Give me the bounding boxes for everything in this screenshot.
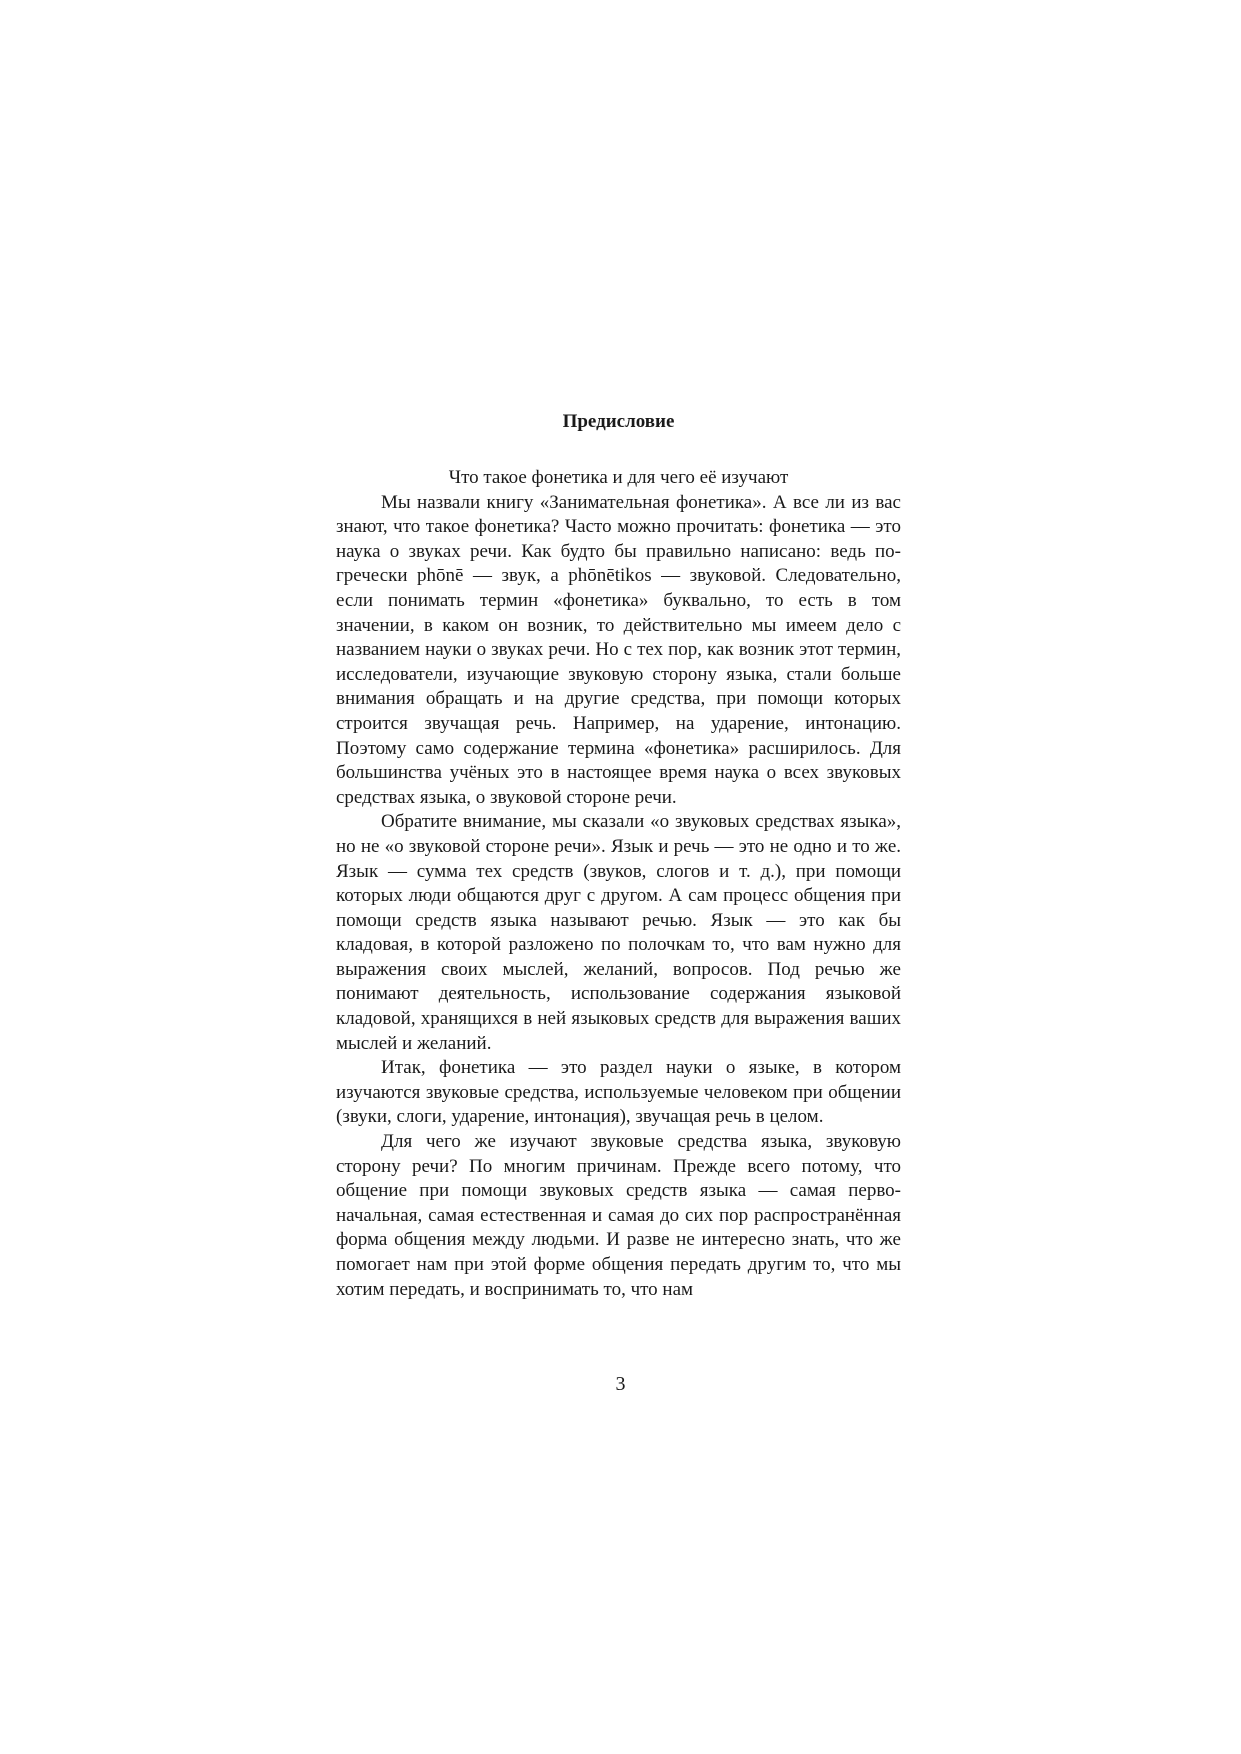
page-number: 3: [615, 1373, 626, 1395]
paragraph-3: Итак, фонетика — это раздел науки о языке, в котором изучаются звуковые средства, используемые человеком при общении (звуки, слоги, ударение, интонация), звучащая речь в целом.: [336, 1057, 901, 1128]
paragraph-4: Для чего же изучают звуковые средства языка, звуковую сторону речи? По многим причинам. Прежде всего потому, что общение при помощи звуковых средств языка — самая первоначальная, самая естественная и самая до сих пор распространённая форма общения между людьми. И разве не интересно знать, что же помогает нам при этой форме общения передать другим то, что мы хотим передать, и воспринимать то, что нам: [336, 1131, 901, 1300]
text-block: [336, 410, 901, 1302]
paragraph-2: Обратите внимание, мы сказали «о звуковых средствах языка», но не «о звуковой стороне речи». Язык и речь — это не одно и то же. Язык — сумма тех средств (звуков, слогов и т. д.), при помощи которых люди общаются друг с другом. А сам процесс общения при помощи средств языка называют речью. Язык — это как бы кладовая, в которой разложено по полочкам то, что вам нужно для выражения своих мыслей, желаний, вопросов. Под речью же понимают деятельность, использование содержания языковой кладовой, хранящихся в ней языковых средств для выражения ваших мыслей и желаний.: [336, 811, 901, 1054]
paragraph-1: Мы назвали книгу «Занимательная фонетика». А все ли из вас знают, что такое фонетика? Часто можно прочитать: фонетика — это наука о звуках речи. Как будто бы правильно написано: ведь по-гречески phōnē — звук, а phōnētikos — звуковой. Следовательно, если понимать термин «фонетика» буквально, то есть в том значении, в каком он возник, то действительно мы имеем дело с названием науки о звуках речи. Но с тех пор, как возник этот термин, исследователи, изучающие звуковую сторону языка, стали больше внимания обращать и на другие средства, при помощи которых строится звучащая речь. Например, на ударение, интонацию. Поэтому само содержание термина «фонетика» расширилось. Для большинства учёных это в настоящее время наука о всех звуковых средствах языка, о звуковой стороне речи.: [336, 491, 901, 808]
section-subheading: Что такое фонетика и для чего её изучают: [448, 467, 789, 488]
chapter-heading: Предисловие: [562, 411, 675, 432]
